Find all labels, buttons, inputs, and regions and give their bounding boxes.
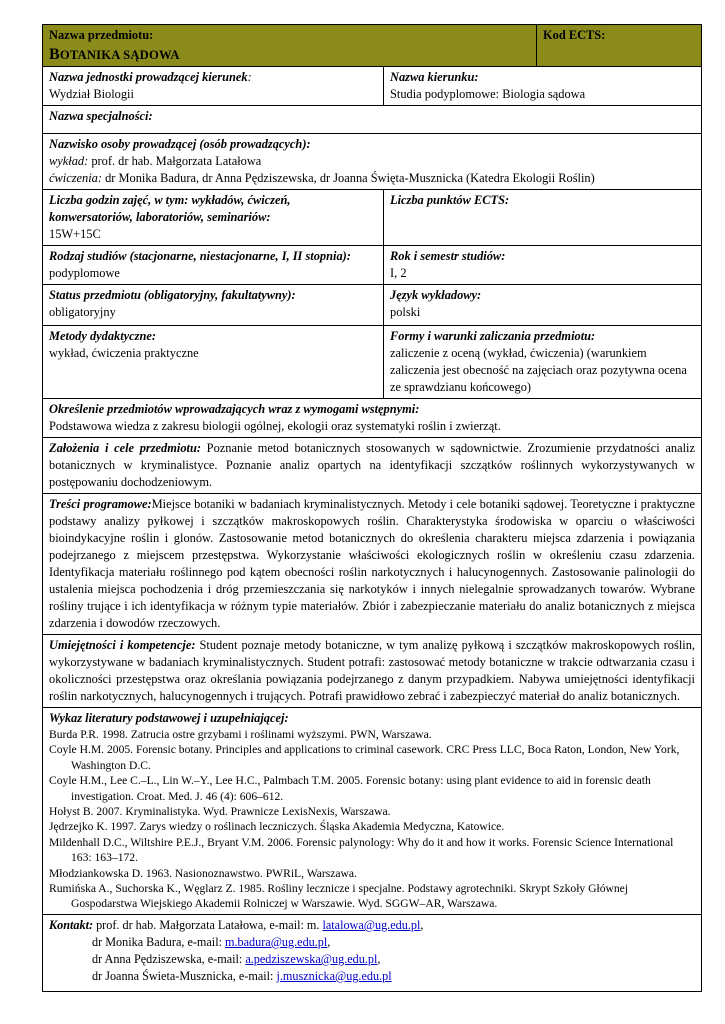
contact-punct: , bbox=[377, 951, 381, 966]
skills-label: Umiejętności i kompetencje: bbox=[49, 638, 196, 652]
contact-line-latalowa bbox=[49, 917, 695, 934]
course-syllabus bbox=[42, 24, 701, 992]
prerequisites-row bbox=[43, 399, 702, 438]
goals-cell bbox=[43, 438, 702, 494]
course-name-label: Nazwa przedmiotu: bbox=[49, 28, 154, 42]
status-value: obligatoryjny bbox=[49, 305, 116, 319]
unit-cell bbox=[43, 67, 384, 106]
contact-cell bbox=[43, 914, 702, 991]
course-title-initial: B bbox=[49, 46, 60, 63]
goals-value: Poznanie metod botanicznych stosowanych w sądownictwie. Zrozumienie przydatności analiz botanicznych w kryminalistyce. Poznanie analiz opartych na identyfikacji szczątków roślinnych wykorzystywanych w postępowaniu dochodzeniowym. bbox=[49, 441, 696, 489]
contact-text: dr Monika Badura, e-mail: bbox=[92, 934, 226, 949]
year-semester-value: I, 2 bbox=[390, 266, 407, 280]
contact-line-musznicka bbox=[49, 968, 695, 985]
literature-label: Wykaz literatury podstawowej i uzupełniającej: bbox=[49, 711, 289, 725]
field-value: Studia podyplomowe: Biologia sądowa bbox=[390, 87, 586, 101]
contact-line-pedziszewska bbox=[49, 951, 695, 968]
content-row bbox=[43, 494, 702, 635]
prerequisites-label: Określenie przedmiotów wprowadzających wraz z wymogami wstępnymi: bbox=[49, 402, 420, 416]
methods-value: wykład, ćwiczenia praktyczne bbox=[49, 346, 199, 360]
literature-item: Coyle H.M., Lee C.–L., Lin W.–Y., Lee H.C., Palmbach T.M. 2005. Forensic botany: using plant evidence to aid in forensic death investigation. Croat. Med. J. 46 (4): 606–612. bbox=[49, 774, 651, 803]
status-cell bbox=[43, 285, 384, 326]
language-value: polski bbox=[390, 305, 421, 319]
contact-text: prof. dr hab. Małgorzata Latałowa, e-mail: m. bbox=[93, 917, 323, 932]
course-name-cell bbox=[43, 25, 537, 67]
specialty-label: Nazwa specjalności: bbox=[49, 109, 153, 123]
literature-item: Coyle H.M. 2005. Forensic botany. Principles and applications to criminal casework. CRC Press LLC, Boca Raton, London, New York, Washington D.C. bbox=[49, 743, 680, 772]
lecture-value: prof. dr hab. Małgorzata Latałowa bbox=[88, 154, 262, 168]
unit-label bbox=[49, 69, 377, 86]
ects-code-label: Kod ECTS: bbox=[543, 28, 606, 42]
syllabus-table bbox=[42, 24, 702, 992]
literature-cell bbox=[43, 708, 702, 915]
course-title-rest: OTANIKA SĄDOWA bbox=[59, 48, 180, 62]
literature-item: Jędrzejko K. 1997. Zarys wiedzy o roślinach leczniczych. Śląska Akademia Medyczna, Katowice. bbox=[49, 820, 505, 834]
study-type-label: Rodzaj studiów (stacjonarne, niestacjonarne, I, II stopnia): bbox=[49, 249, 351, 263]
unit-row bbox=[43, 67, 702, 106]
contact-text: dr Joanna Świeta-Musznicka, e-mail: bbox=[92, 968, 277, 983]
teachers-row bbox=[43, 134, 702, 190]
email-link-badura[interactable]: m.badura@ug.edu.pl bbox=[225, 934, 328, 949]
methods-row bbox=[43, 326, 702, 399]
content-value: Miejsce botaniki w badaniach kryminalistycznych. Metody i cele botaniki sądowej. Teoretyczne i praktyczne podstawy analizy pyłkowej i szczątków makroskopowych roślin. Charakterystyka środowiska w oparciu o właściwości bioindykacyjne roślin i glonów. Zastosowanie metod botanicznych do określenia charakteru miejsca zdarzenia i powiązania podejrzanego z miejscem przestępstwa. Wykorzystanie właściwości ekologicznych roślin w określeniu czasu zdarzenia. Identyfikacja materiału roślinnego pod kątem obecności roślin narkotycznych i halucynogennych. Zastosowanie palinologii do ustalenia miejsca pochodzenia i dróg przemieszczania się narkotyków i innych nielegalnie sprowadzanych towarów. Wybrane rośliny trujące i ich identyfikacja w różnym typie materiałów. Zbiór i zabezpieczanie materiału do analiz botanicznych z miejsca zdarzenia i dowodów rzeczowych. bbox=[49, 497, 695, 630]
methods-label: Metody dydaktyczne: bbox=[49, 329, 157, 343]
hours-row bbox=[43, 190, 702, 246]
specialty-cell bbox=[43, 106, 702, 134]
teachers-label: Nazwisko osoby prowadzącej (osób prowadzących): bbox=[49, 137, 311, 151]
contact-text: dr Anna Pędziszewska, e-mail: bbox=[92, 951, 246, 966]
lecture-label: wykład: bbox=[49, 154, 89, 168]
assessment-label: Formy i warunki zaliczania przedmiotu: bbox=[390, 329, 596, 343]
teachers-cell bbox=[43, 134, 702, 190]
literature-item: Młodziankowska D. 1963. Nasionoznawstwo. PWRiL, Warszawa. bbox=[49, 866, 357, 880]
ects-code-cell bbox=[537, 25, 702, 67]
language-cell bbox=[384, 285, 702, 326]
contact-row bbox=[43, 914, 702, 991]
literature-item: Rumińska A., Suchorska K., Węglarz Z. 1985. Rośliny lecznicze i specjalne. Podstawy agrotechniki. Skrypt Szkoły Głównej Gospodarstwa Wiejskiego Akademii Rolniczej w Warszawie. Wyd. SGGW–AR, Warszawa. bbox=[49, 882, 629, 911]
field-cell bbox=[384, 67, 702, 106]
course-title bbox=[49, 46, 530, 64]
exercises-value: dr Monika Badura, dr Anna Pędziszewska, dr Joanna Święta-Musznicka (Katedra Ekologii Roślin) bbox=[102, 171, 595, 185]
content-label: Treści programowe: bbox=[49, 497, 152, 511]
unit-label-colon: : bbox=[247, 70, 252, 84]
literature-row bbox=[43, 708, 702, 915]
literature-item: Burda P.R. 1998. Zatrucia ostre grzybami i roślinami wyższymi. PWN, Warszawa. bbox=[49, 728, 432, 741]
unit-value: Wydział Biologii bbox=[49, 87, 134, 101]
skills-row bbox=[43, 635, 702, 708]
email-link-musznicka[interactable]: j.musznicka@ug.edu.pl bbox=[276, 968, 392, 983]
prerequisites-value: Podstawowa wiedza z zakresu biologii ogólnej, ekologii oraz systematyki roślin i zwierząt. bbox=[49, 419, 501, 433]
study-type-cell bbox=[43, 246, 384, 285]
hours-cell bbox=[43, 190, 384, 246]
methods-cell bbox=[43, 326, 384, 399]
literature-item: Mildenhall D.C., Wiltshire P.E.J., Bryant V.M. 2006. Forensic palynology: Why do it and how it works. Forensic Science International 163: 163–172. bbox=[49, 835, 674, 865]
skills-value: Student poznaje metody botaniczne, w tym analizę pyłkową i szczątków makroskopowych roślin, wykorzystywane w badaniach kryminalistycznych. Student potrafi: zastosować metody botaniczne w trakcie odtwarzania czasu i okoliczności przestępstwa oraz określania powiązania podejrzanego z danym przypadkiem. Nabywa umiejętności identyfikacji roślin narkotycznych, halucynogennych i trujących. Potrafi prawidłowo zebrać i zabezpieczyć materiał do analiz botanicznych. bbox=[49, 638, 695, 703]
specialty-row bbox=[43, 106, 702, 134]
hours-label: Liczba godzin zajęć, w tym: wykładów, ćwiczeń, konwersatoriów, laboratoriów, seminariów: bbox=[49, 193, 291, 224]
unit-label-text: Nazwa jednostki prowadzącej kierunek bbox=[49, 70, 248, 84]
hours-value: 15W+15C bbox=[49, 227, 101, 241]
year-semester-cell bbox=[384, 246, 702, 285]
exercises-line bbox=[49, 170, 695, 187]
study-type-row bbox=[43, 246, 702, 285]
assessment-value: zaliczenie z oceną (wykład, ćwiczenia) (warunkiem zaliczenia jest obecność na zajęciach oraz pozytywna ocena ze sprawdzianu końcowego) bbox=[390, 346, 687, 394]
contact-line-badura bbox=[49, 934, 695, 951]
field-label: Nazwa kierunku: bbox=[390, 70, 479, 84]
status-label: Status przedmiotu (obligatoryjny, fakultatywny): bbox=[49, 288, 296, 302]
contact-label: Kontakt: bbox=[49, 917, 94, 932]
email-link-latalowa[interactable]: latalowa@ug.edu.pl bbox=[322, 917, 421, 932]
literature-item: Hołyst B. 2007. Kryminalistyka. Wyd. Prawnicze LexisNexis, Warszawa. bbox=[49, 805, 391, 819]
year-semester-label: Rok i semestr studiów: bbox=[390, 249, 506, 263]
goals-row bbox=[43, 438, 702, 494]
study-type-value: podyplomowe bbox=[49, 266, 120, 280]
email-link-pedziszewska[interactable]: a.pedziszewska@ug.edu.pl bbox=[245, 951, 378, 966]
language-label: Język wykładowy: bbox=[390, 288, 482, 302]
content-cell bbox=[43, 494, 702, 635]
prerequisites-cell bbox=[43, 399, 702, 438]
header-row bbox=[43, 25, 702, 67]
contact-punct: , bbox=[420, 917, 424, 932]
ects-points-label: Liczba punktów ECTS: bbox=[390, 193, 510, 207]
skills-cell bbox=[43, 635, 702, 708]
status-row bbox=[43, 285, 702, 326]
lecture-line bbox=[49, 153, 695, 170]
contact-punct: , bbox=[327, 934, 331, 949]
ects-points-cell bbox=[384, 190, 702, 246]
assessment-cell bbox=[384, 326, 702, 399]
goals-label: Założenia i cele przedmiotu: bbox=[49, 441, 201, 455]
exercises-label: ćwiczenia: bbox=[49, 171, 102, 185]
